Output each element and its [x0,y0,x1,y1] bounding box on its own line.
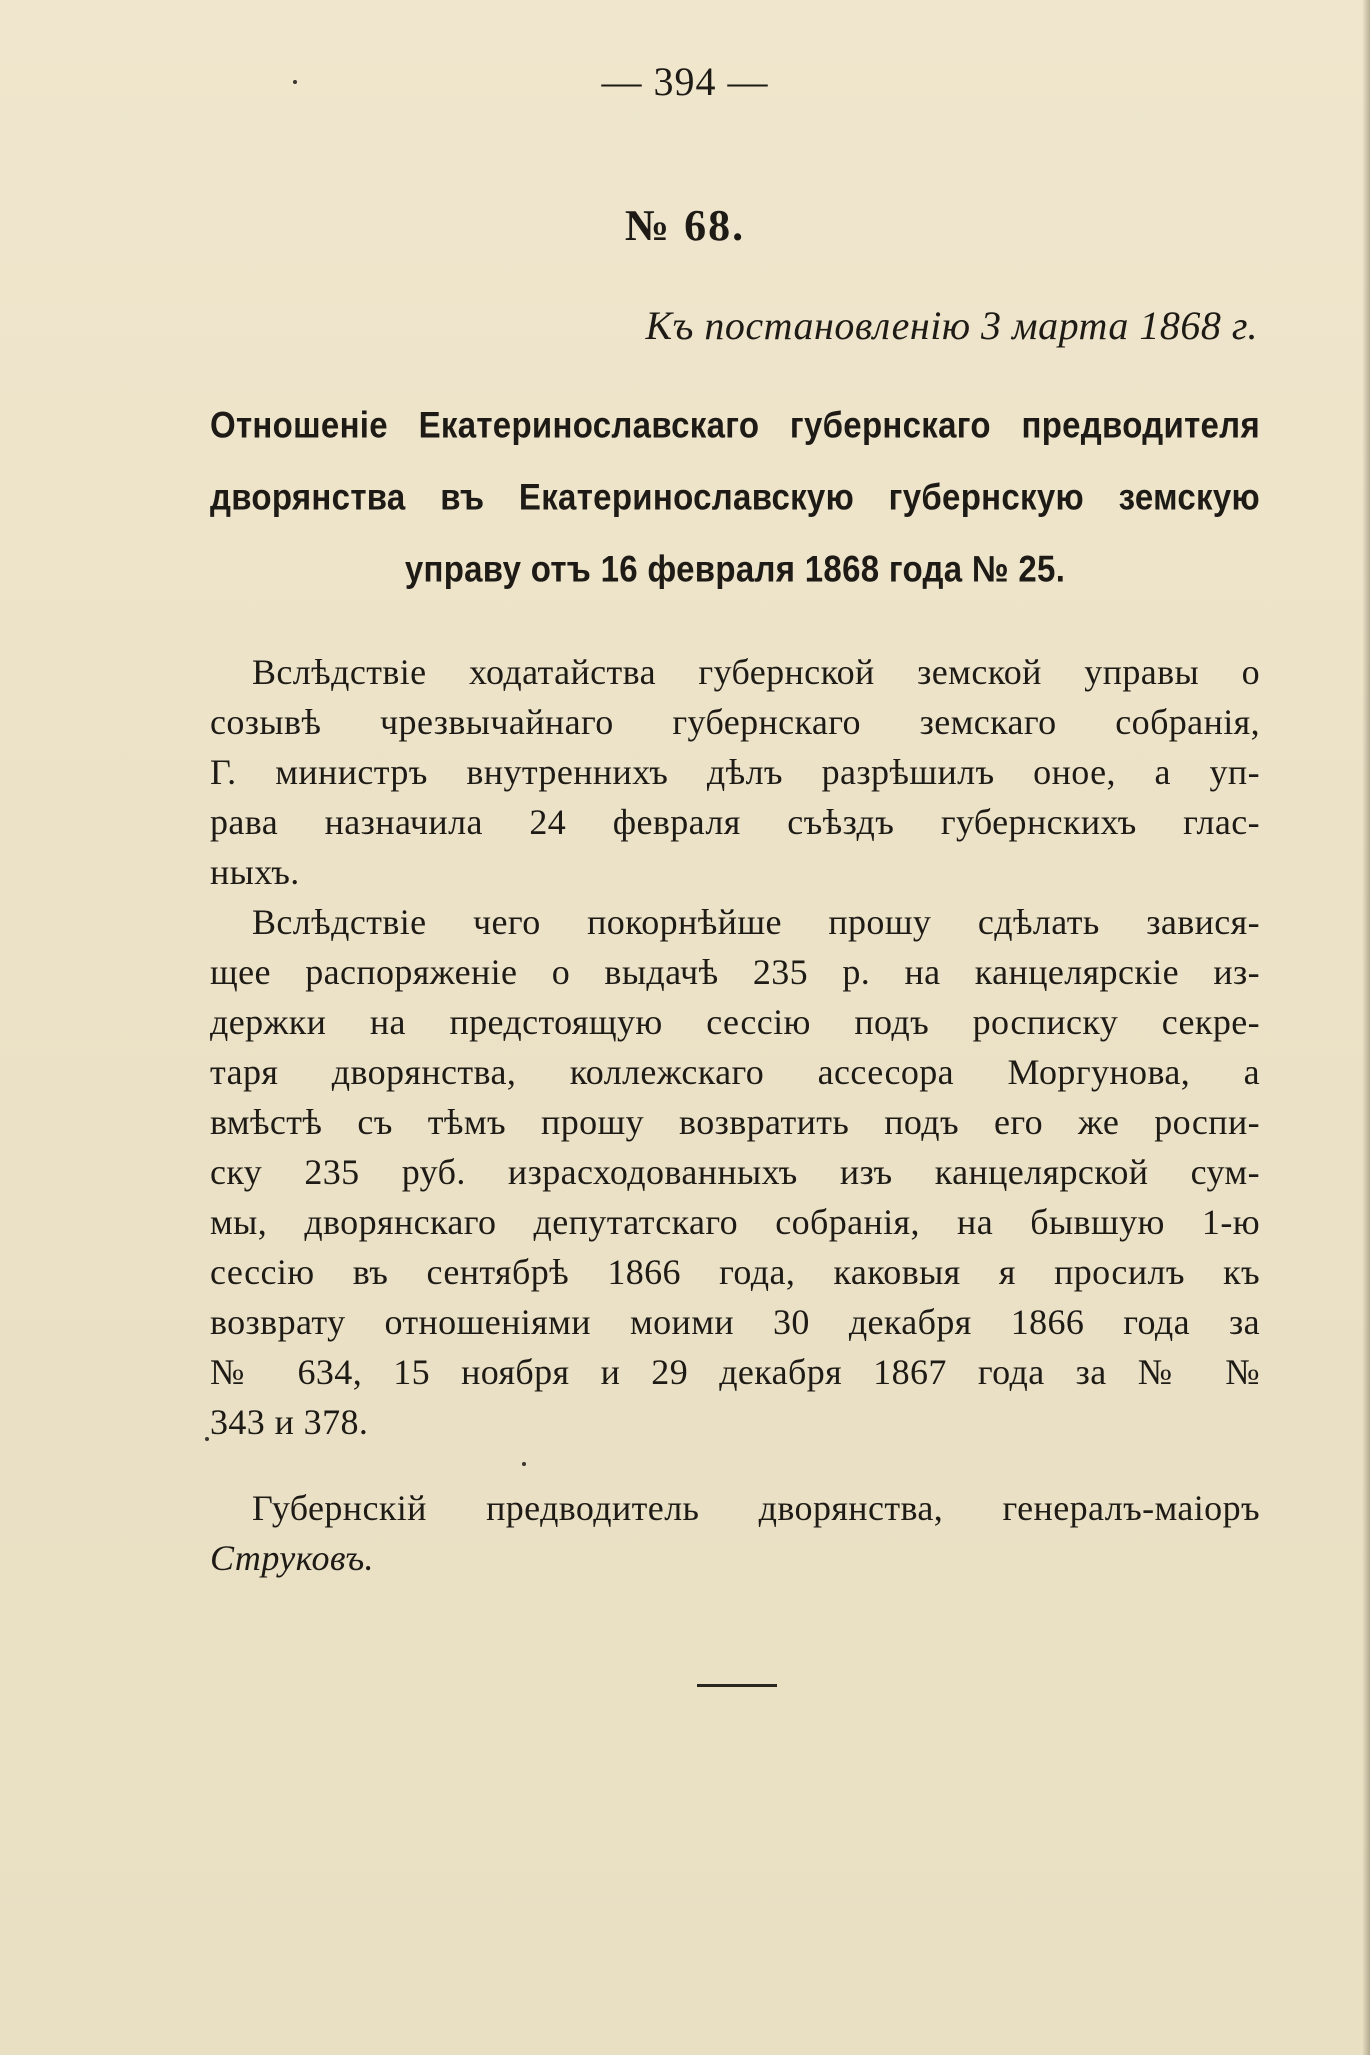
body-line: рава назначила 24 февраля съѣздъ губернскихъ глас- [210,802,1260,842]
closing-line: Губернскій предводитель дворянства, генералъ-маіоръ [252,1488,1260,1528]
body-line: держки на предстоящую сессію подъ росписку секре- [210,1002,1260,1042]
body-line: ныхъ. [210,852,300,892]
print-speck [522,1462,526,1466]
signature: Струковъ. [210,1538,374,1578]
body-line: ску 235 руб. израсходованныхъ изъ канцелярской сум- [210,1152,1260,1192]
heading-line: Отношеніе Екатеринославскаго губернскаго предводителя [210,404,1260,446]
resolution-reference: Къ постановленію 3 марта 1868 г. [645,303,1258,348]
body-line: таря дворянства, коллежскаго ассесора Моргунова, а [210,1052,1260,1092]
body-line: № 634, 15 ноября и 29 декабря 1867 года за № № [210,1352,1260,1392]
page-number: — 394 — [601,59,769,104]
body-line: Вслѣдствіе чего покорнѣйше прошу сдѣлать завися- [252,902,1260,942]
document-number: № 68. [624,201,746,250]
end-rule [697,1684,777,1687]
body-line: возврату отношеніями моими 30 декабря 1866 года за [210,1302,1260,1342]
body-line: Вслѣдствіе ходатайства губернской земской управы о [252,652,1260,692]
page-edge-shadow [1362,0,1370,2055]
body-line: щее распоряженіе о выдачѣ 235 р. на канцелярскіе из- [210,952,1260,992]
heading-line: управу отъ 16 февраля 1868 года № 25. [404,548,1066,590]
body-line: мы, дворянскаго депутатскаго собранія, на бывшую 1-ю [210,1202,1260,1242]
body-line: Г. министръ внутреннихъ дѣлъ разрѣшилъ оное, а уп- [210,752,1260,792]
body-line: созывѣ чрезвычайнаго губернскаго земскаго собранія, [210,702,1260,742]
heading-line: дворянства въ Екатеринославскую губернскую земскую [210,476,1260,518]
body-line: 343 и 378. [210,1402,369,1442]
print-speck [205,1437,209,1441]
body-line: вмѣстѣ съ тѣмъ прошу возвратить подъ его же роспи- [210,1102,1260,1142]
body-line: сессію въ сентябрѣ 1866 года, каковыя я просилъ къ [210,1252,1260,1292]
